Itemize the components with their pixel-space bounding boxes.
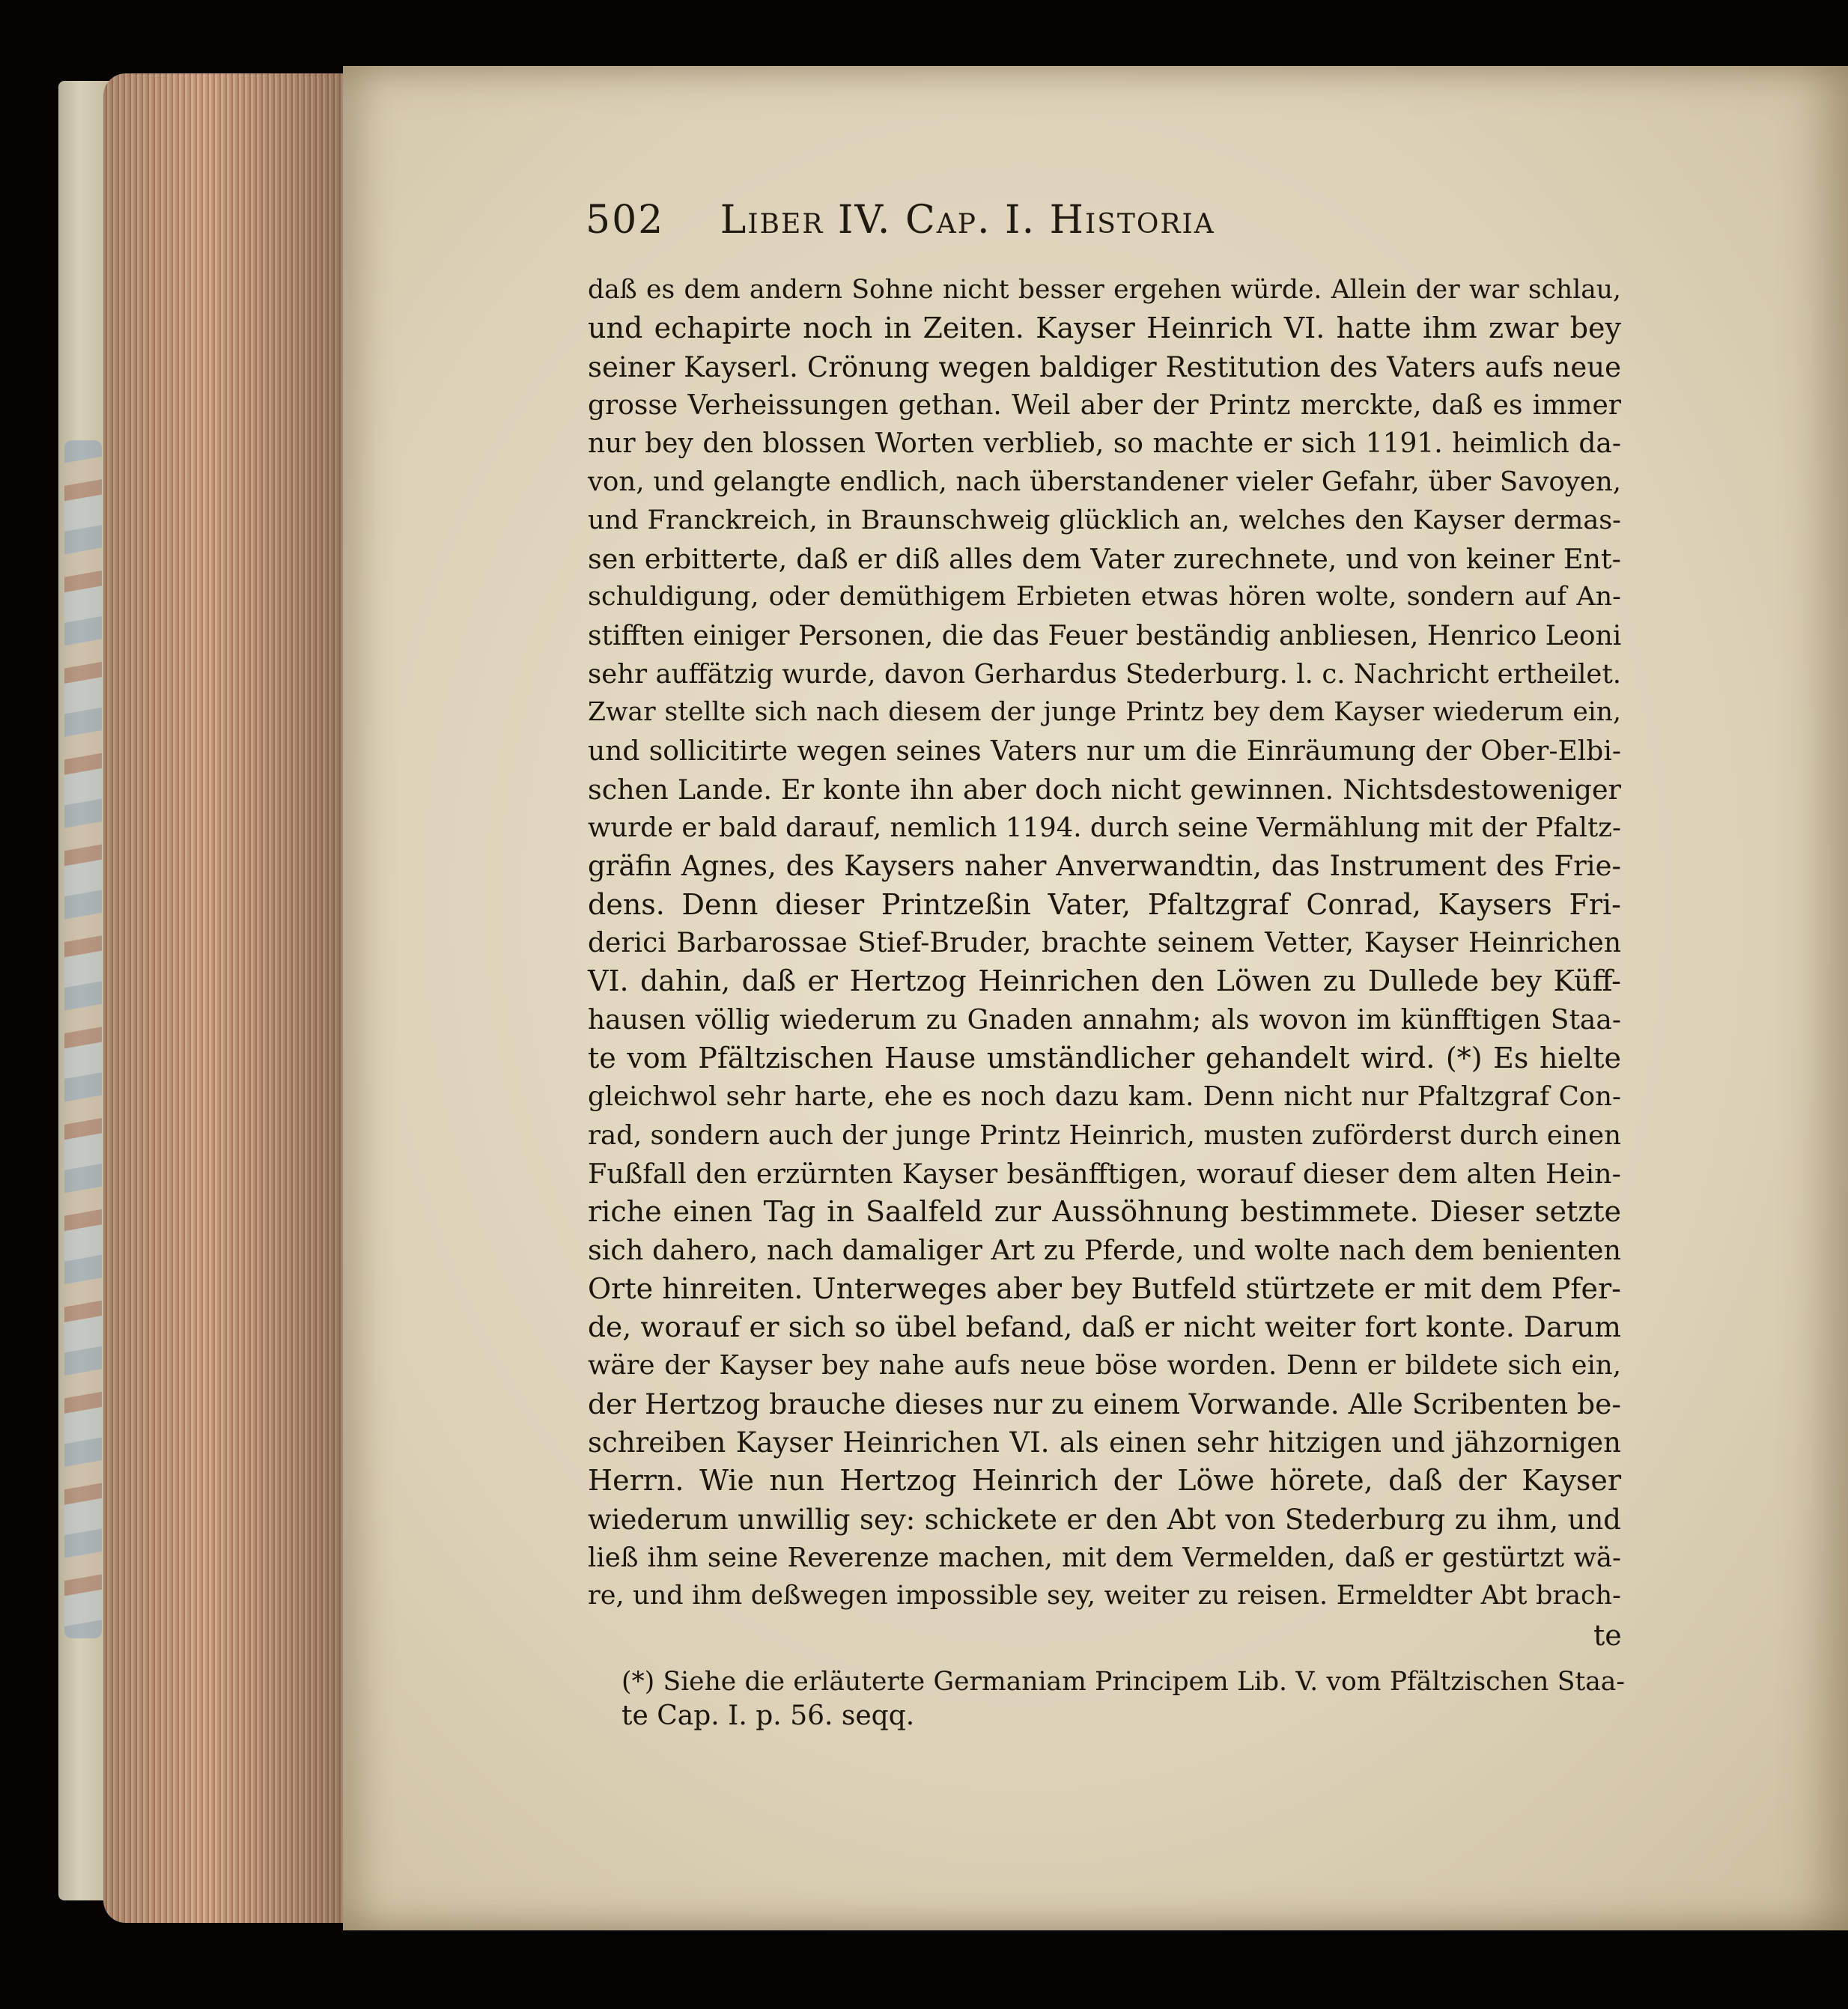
text-line: seiner Kayserl. Crönung wegen baldiger Restitution des Vaters aufs neue (588, 350, 1621, 383)
text-line: Fußfall den erzürnten Kayser besänfftigen, worauf dieser dem alten Hein- (588, 1157, 1621, 1190)
footnote-block (621, 1665, 1625, 1733)
text-line: stifften einiger Personen, die das Feuer beständig anbliesen, Henrico Leoni (588, 620, 1622, 651)
text-line: VI. dahin, daß er Hertzog Heinrichen den Löwen zu Dullede bey Küff- (588, 964, 1621, 998)
text-line: schuldigung, oder demüthigem Erbieten etwas hören wolte, sondern auf An- (588, 582, 1621, 613)
catchword: te (1593, 1619, 1622, 1652)
text-line: Orte hinreiten. Unterweges aber bey Butfeld stürtzete er mit dem Pfer- (588, 1271, 1621, 1305)
main-text-block (588, 271, 1621, 1615)
text-line: und sollicitirte wegen seines Vaters nur um die Einräumung der Ober-Elbi- (588, 735, 1621, 767)
text-line: und Franckreich, in Braunschweig glücklich an, welches den Kayser dermas- (588, 505, 1621, 535)
text-line: derici Barbarossae Stief-Bruder, brachte seinem Vetter, Kayser Heinrichen (588, 928, 1621, 959)
running-header (586, 198, 1634, 243)
text-line: gleichwol sehr harte, ehe es noch dazu kam. Denn nicht nur Pfaltzgraf Con- (588, 1081, 1621, 1113)
text-line: de, worauf er sich so übel befand, daß er nicht weiter fort konte. Darum (588, 1310, 1621, 1344)
text-line: wurde er bald darauf, nemlich 1194. durch seine Vermählung mit der Pfaltz- (588, 812, 1621, 844)
page-number: 502 (586, 198, 665, 243)
text-line: schen Lande. Er konte ihn aber doch nicht gewinnen. Nichtsdestoweniger (588, 773, 1621, 806)
footnote-line: te Cap. I. p. 56. seqq. (621, 1700, 915, 1731)
text-line: hausen völlig wiederum zu Gnaden annahm; als wovon im künfftigen Staa- (588, 1004, 1621, 1036)
text-line: sen erbitterte, daß er diß alles dem Vater zurechnete, und von keiner Ent- (588, 543, 1621, 576)
text-line: sehr auffätzig wurde, davon Gerhardus Stederburg. l. c. Nachricht ertheilet. (588, 658, 1621, 690)
text-line: rad, sondern auch der junge Printz Heinrich, musten zuförderst durch einen (588, 1119, 1621, 1151)
text-line: sich dahero, nach damaliger Art zu Pferde, und wolte nach dem benienten (588, 1234, 1621, 1267)
text-line: schreiben Kayser Heinrichen VI. als einen sehr hitzigen und jähzornigen (588, 1426, 1621, 1459)
text-line: wiederum unwillig sey: schickete er den Abt von Stederburg zu ihm, und (588, 1503, 1621, 1536)
text-line: riche einen Tag in Saalfeld zur Aussöhnung bestimmete. Dieser setzte (588, 1195, 1621, 1229)
text-line: von, und gelangte endlich, nach überstandener vieler Gefahr, über Savoyen, (588, 466, 1621, 498)
text-line: dens. Denn dieser Printzeßin Vater, Pfaltzgraf Conrad, Kaysers Fri- (588, 887, 1621, 921)
text-line: gräfin Agnes, des Kaysers naher Anverwandtin, das Instrument des Frie- (588, 850, 1621, 883)
text-line: und echapirte noch in Zeiten. Kayser Heinrich VI. hatte ihm zwar bey (588, 311, 1621, 345)
text-line: daß es dem andern Sohne nicht besser ergehen würde. Allein der war schlau, (588, 275, 1621, 305)
text-line: wäre der Kayser bey nahe aufs neue böse worden. Denn er bildete sich ein, (588, 1350, 1621, 1382)
text-line: re, und ihm deßwegen impossible sey, weiter zu reisen. Ermeldter Abt brach- (588, 1581, 1621, 1611)
footnote-line: (*) Siehe die erläuterte Germaniam Principem Lib. V. vom Pfältzischen Staa- (621, 1667, 1625, 1697)
text-line: Zwar stellte sich nach diesem der junge Printz bey dem Kayser wiederum ein, (588, 697, 1621, 728)
text-line: der Hertzog brauche dieses nur zu einem Vorwande. Alle Scribenten be- (588, 1387, 1621, 1420)
text-line: Herrn. Wie nun Hertzog Heinrich der Löwe hörete, daß der Kayser (588, 1464, 1621, 1498)
text-line: te vom Pfältzischen Hause umständlicher gehandelt wird. (*) Es hielte (588, 1041, 1621, 1075)
page-block-shadow (103, 73, 358, 1923)
text-line: nur bey den blossen Worten verblieb, so machte er sich 1191. heimlich da- (588, 428, 1621, 460)
running-title: Liber IV. Cap. I. Historia (720, 198, 1215, 243)
text-line: ließ ihm seine Reverenze machen, mit dem Vermelden, daß er gestürtzt wä- (588, 1542, 1621, 1573)
text-line: grosse Verheissungen gethan. Weil aber der Printz merckte, daß es immer (588, 389, 1621, 421)
marbled-endpaper (64, 440, 102, 1638)
